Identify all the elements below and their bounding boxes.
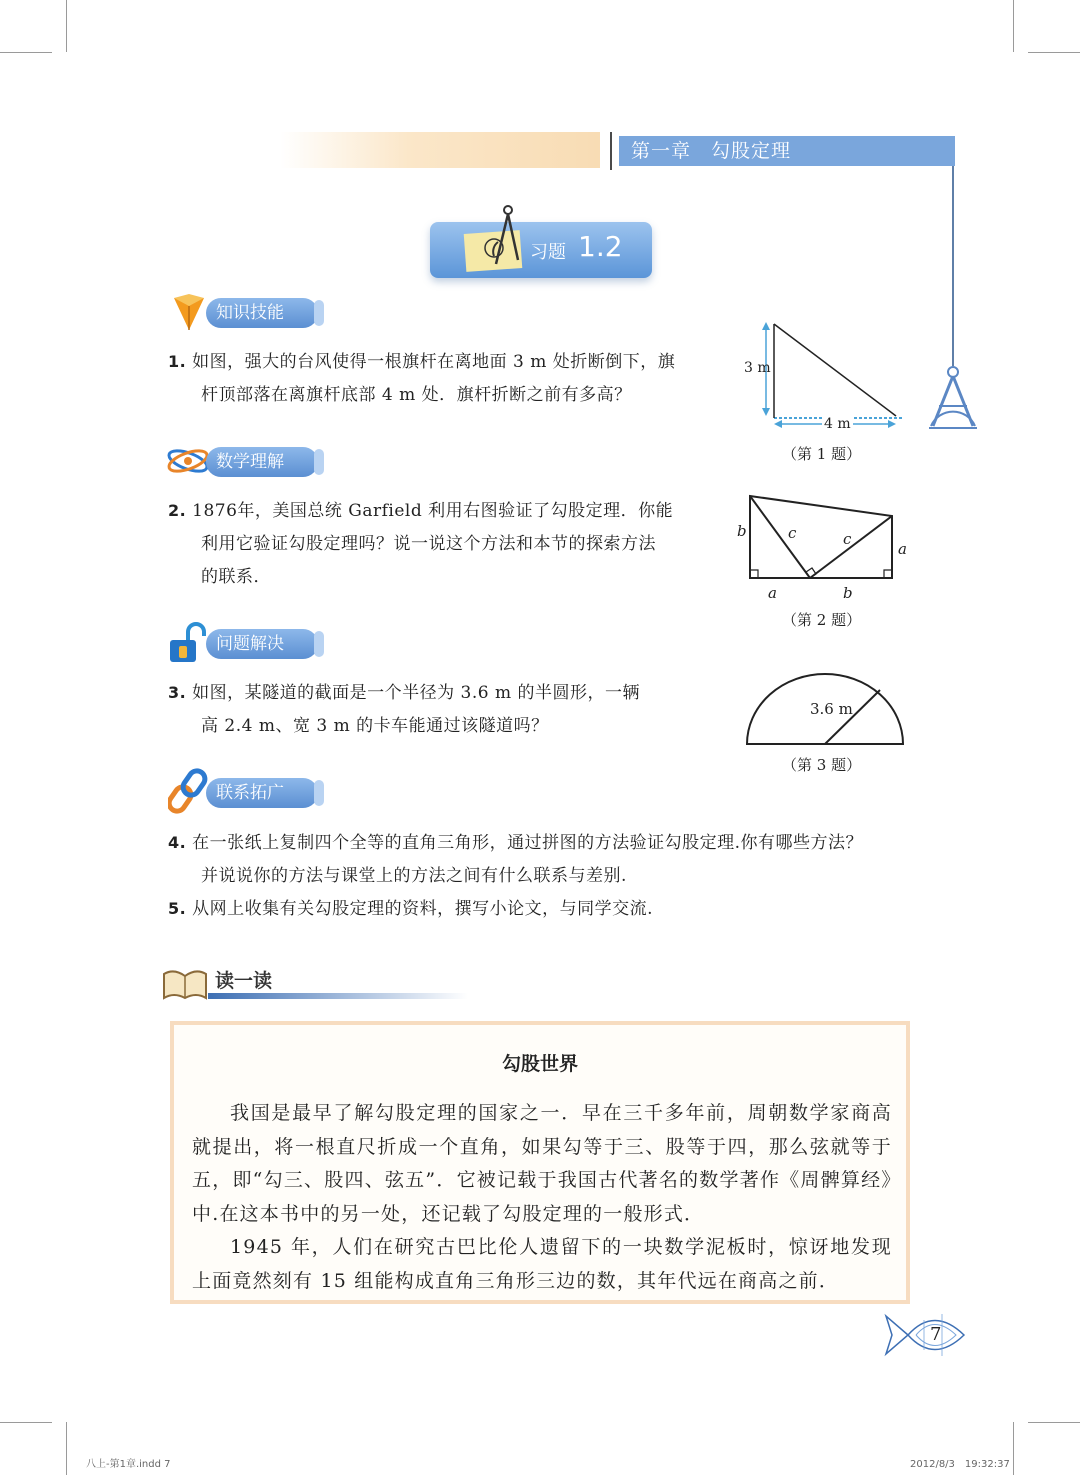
fig2-caption: （第 2 题） — [782, 611, 862, 629]
fig1-base-label: 4 m — [824, 416, 851, 432]
question-text: 高 2.4 m、宽 3 m 的卡车能通过该隧道吗？ — [201, 716, 549, 736]
open-book-icon — [162, 966, 208, 1002]
crop-mark — [0, 52, 52, 53]
crop-mark — [66, 1422, 67, 1475]
question-5 — [168, 892, 928, 926]
question-text: 从网上收集有关勾股定理的资料，撰写小论文，与同学交流. — [192, 899, 654, 919]
section-problem-solving: 问题解决 — [206, 629, 318, 659]
question-text: 利用它验证勾股定理吗？说一说这个方法和本节的探索方法 — [201, 534, 656, 554]
reading-title: 勾股世界 — [501, 1053, 578, 1075]
crop-mark — [0, 1422, 52, 1423]
section-extension: 联系拓广 — [206, 778, 318, 808]
question-number: 3. — [168, 683, 187, 702]
reading-paragraph-2: 1945 年，人们在研究古巴比伦人遗留下的一块数学泥板时，惊讶地发现上面竟然刻有 15 组能构成直角三角形三边的数，其年代远在商高之前． — [192, 1236, 892, 1292]
crop-mark — [1028, 52, 1080, 53]
exercise-label: 习题 — [530, 242, 566, 263]
reading-paragraph-1: 我国是最早了解勾股定理的国家之一．早在三千多年前，周朝数学家商高就提出，将一根直尺折成一个直角，如果勾等于三、股等于四，那么弦就等于五，即“勾三、股四、弦五”．它被记载于我国古代著名的数学著作《周髀算经》中.在这本书中的另一处，还记载了勾股定理的一般形式． — [192, 1102, 892, 1225]
question-2 — [168, 494, 728, 594]
pyramid-icon — [172, 292, 206, 332]
question-number: 5. — [168, 899, 187, 918]
atom-icon — [166, 444, 210, 478]
exercise-number: 1.2 — [578, 230, 623, 263]
reading-underline — [208, 993, 468, 999]
question-text: 杆顶部落在离旗杆底部 4 m 处．旗杆折断之前有多高？ — [201, 385, 632, 405]
fish-ornament-icon — [884, 1304, 968, 1366]
question-1 — [168, 345, 718, 412]
question-3 — [168, 676, 728, 743]
crop-mark — [1013, 1422, 1014, 1475]
question-text: 如图，某隧道的截面是一个半径为 3.6 m 的半圆形，一辆 — [192, 683, 640, 703]
crop-mark — [1013, 0, 1014, 52]
fig2-label-b-bottom: b — [843, 584, 853, 602]
question-4 — [168, 826, 928, 893]
fig2-label-a-right: a — [898, 540, 907, 558]
page-number: 7 — [930, 1324, 942, 1345]
chapter-separator — [610, 132, 612, 170]
chapter-header-gradient — [280, 132, 600, 168]
compass-icon — [482, 204, 526, 268]
fig2-label-a-bottom: a — [768, 584, 777, 602]
question-number: 2. — [168, 501, 187, 520]
reading-box — [170, 1021, 910, 1304]
fig2-label-b-left: b — [737, 522, 747, 540]
reading-heading: 读一读 — [215, 970, 273, 992]
fig3-caption: （第 3 题） — [782, 756, 862, 774]
fig1-caption: （第 1 题） — [782, 445, 862, 463]
question-text: 并说说你的方法与课堂上的方法之间有什么联系与差别. — [201, 866, 627, 886]
question-text: 如图，强大的台风使得一根旗杆在离地面 3 m 处折断倒下，旗 — [192, 352, 676, 372]
question-number: 1. — [168, 352, 187, 371]
chapter-title: 第一章 勾股定理 — [619, 136, 955, 166]
question-number: 4. — [168, 833, 187, 852]
figure-2-garfield-trapezoid — [746, 492, 898, 584]
chain-link-icon — [168, 768, 208, 814]
chapter-hanging-line — [952, 166, 954, 366]
section-math-understanding: 数学理解 — [206, 447, 318, 477]
crop-mark — [66, 0, 67, 52]
question-text: 的联系． — [201, 567, 271, 587]
fig1-height-label: 3 m — [744, 360, 771, 376]
section-knowledge-skills: 知识技能 — [206, 298, 318, 328]
question-text: 在一张纸上复制四个全等的直角三角形，通过拼图的方法验证勾股定理.你有哪些方法？ — [192, 833, 864, 853]
footer-filename: 八上-第1章.indd 7 — [86, 1459, 171, 1470]
footer-timestamp: 2012/8/3 19:32:37 — [910, 1459, 1010, 1470]
crop-mark — [1028, 1422, 1080, 1423]
fig2-label-c-left: c — [788, 524, 797, 542]
fig2-label-c-right: c — [843, 530, 852, 548]
question-text: 1876年，美国总统 Garfield 利用右图验证了勾股定理．你能 — [192, 501, 674, 521]
fig3-radius-label: 3.6 m — [810, 700, 853, 718]
compass-ornament-icon — [925, 364, 981, 432]
padlock-icon — [168, 620, 208, 664]
